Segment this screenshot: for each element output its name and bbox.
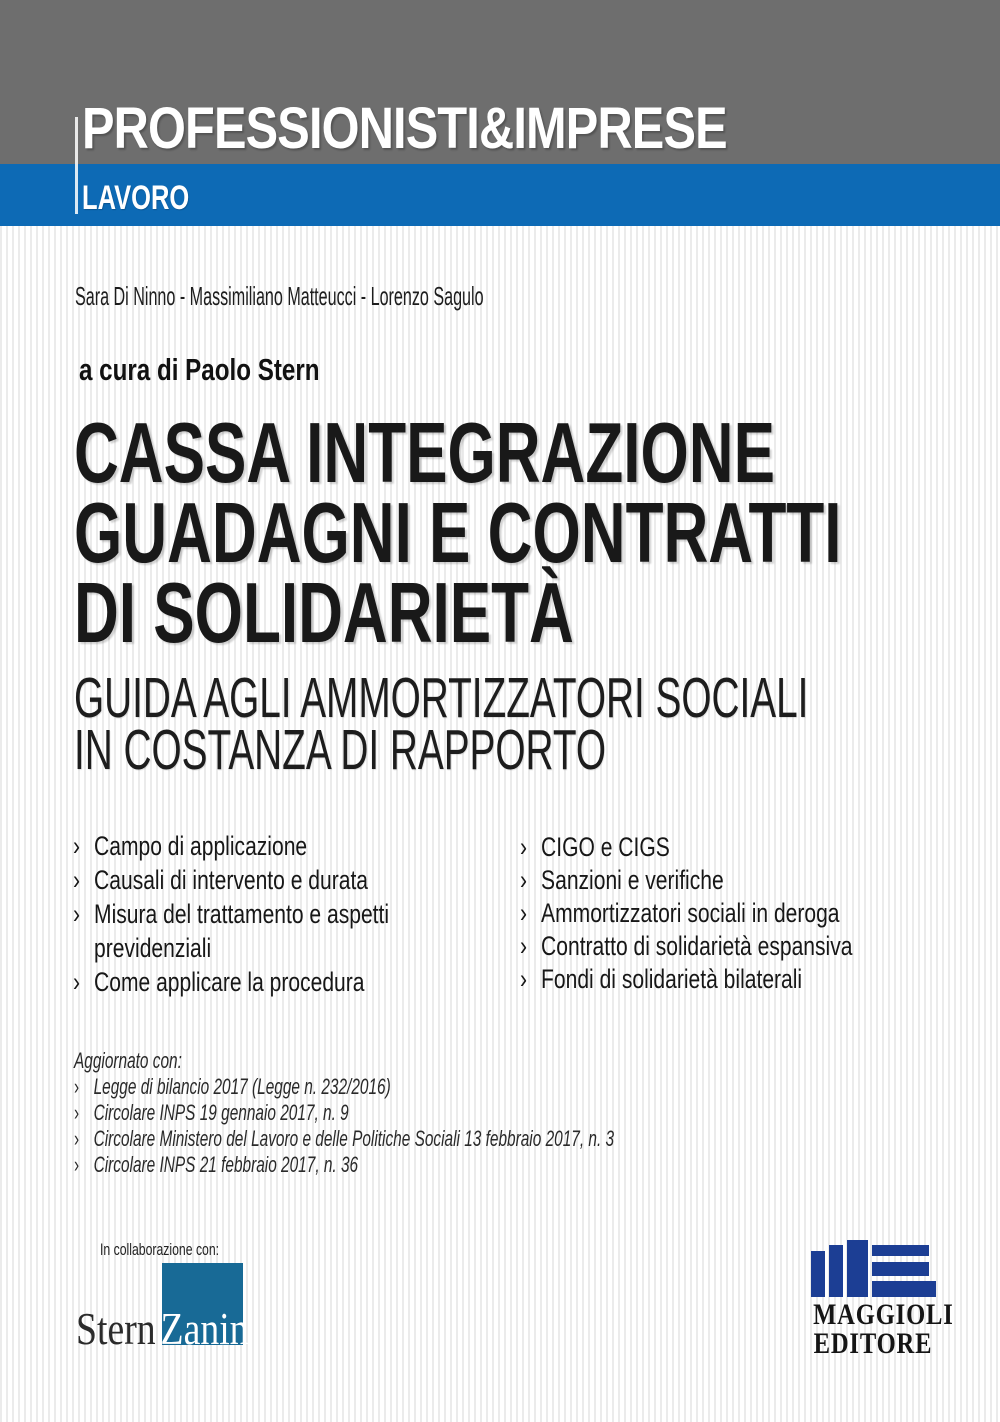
series-title: PROFESSIONISTI&IMPRESE <box>82 96 727 161</box>
list-item-label: Ammortizzatori sociali in deroga <box>541 898 840 928</box>
list-item-label: Contratto di solidarietà espansiva <box>541 931 853 961</box>
mark-vertical-bar-1 <box>811 1251 825 1297</box>
topic-item <box>520 963 926 996</box>
chevron-bullet-icon: › <box>73 899 81 929</box>
chevron-bullet-icon: › <box>74 1152 80 1177</box>
update-item <box>74 1152 676 1178</box>
stern-zanin-logo <box>76 1303 249 1354</box>
chevron-bullet-icon: › <box>73 865 81 895</box>
chevron-bullet-icon: › <box>520 832 528 862</box>
chevron-bullet-icon: › <box>520 865 528 895</box>
updates-section <box>74 1048 934 1178</box>
updates-heading: Aggiornato con: <box>74 1048 182 1073</box>
topic-item <box>73 829 440 863</box>
list-item-label: Sanzioni e verifiche <box>541 865 724 895</box>
topic-item <box>73 965 440 999</box>
masthead-band <box>0 0 1000 164</box>
topic-item <box>520 897 926 930</box>
mark-horizontal-bar-3 <box>872 1281 936 1297</box>
chevron-bullet-icon: › <box>520 964 528 994</box>
topics-list-right <box>520 831 1000 996</box>
topic-item <box>520 930 926 963</box>
updates-list <box>74 1074 934 1178</box>
chevron-bullet-icon: › <box>73 967 81 997</box>
list-item-label: Circolare INPS 19 gennaio 2017, n. 9 <box>93 1100 349 1125</box>
book-title-line: DI SOLIDARIETÀ <box>74 566 574 661</box>
list-item-label: Causali di intervento e durata <box>94 865 369 895</box>
mark-horizontal-bar-2 <box>872 1262 929 1276</box>
publisher-name-line2: EDITORE <box>813 1327 933 1360</box>
list-item-label: Come applicare la procedura <box>94 967 365 997</box>
maggioli-mark-icon <box>811 1240 936 1297</box>
topic-item <box>73 863 440 897</box>
topic-item <box>520 831 926 864</box>
book-title <box>74 406 1000 661</box>
chevron-bullet-icon: › <box>520 898 528 928</box>
vertical-rule <box>75 117 78 214</box>
publisher-name-line1: MAGGIOLI <box>813 1298 954 1331</box>
chevron-bullet-icon: › <box>74 1074 80 1099</box>
book-subtitle-line: GUIDA AGLI AMMORTIZZATORI SOCIALI <box>74 666 809 730</box>
authors-line: Sara Di Ninno - Massimiliano Matteucci - Lorenzo Sagulo <box>75 281 484 311</box>
partner-word-zanin: Zanin <box>160 1303 249 1354</box>
publisher-logo <box>800 1240 954 1360</box>
chevron-bullet-icon: › <box>73 831 81 861</box>
chevron-bullet-icon: › <box>520 931 528 961</box>
list-item-label: Circolare Ministero del Lavoro e delle Politiche Sociali 13 febbraio 2017, n. 3 <box>93 1126 615 1151</box>
chevron-bullet-icon: › <box>74 1126 80 1151</box>
list-item-label: Fondi di solidarietà bilaterali <box>541 964 803 994</box>
curator-line: a cura di Paolo Stern <box>79 352 320 387</box>
collaboration-label: In collaborazione con: <box>100 1240 220 1259</box>
update-item <box>74 1100 676 1126</box>
list-item-label: Legge di bilancio 2017 (Legge n. 232/2016) <box>93 1074 391 1099</box>
update-item <box>74 1126 676 1152</box>
list-item-label: Campo di applicazione <box>94 831 308 861</box>
mark-vertical-bar-3 <box>847 1240 868 1297</box>
topics-list-left <box>73 829 543 999</box>
mark-vertical-bar-2 <box>829 1245 843 1297</box>
topic-item <box>73 897 440 965</box>
category-band <box>0 164 1000 226</box>
book-title-line: GUADAGNI E CONTRATTI <box>74 486 842 581</box>
partner-word-stern: Stern <box>76 1303 156 1354</box>
list-item-label: CIGO e CIGS <box>541 832 670 862</box>
list-item-label: Misura del trattamento e aspetti previdenziali <box>94 899 390 963</box>
chevron-bullet-icon: › <box>74 1100 80 1125</box>
list-item-label: Circolare INPS 21 febbraio 2017, n. 36 <box>93 1152 359 1177</box>
update-item <box>74 1074 676 1100</box>
book-subtitle <box>74 666 1000 782</box>
book-title-line: CASSA INTEGRAZIONE <box>74 406 775 501</box>
topic-item <box>520 864 926 897</box>
book-subtitle-line: IN COSTANZA DI RAPPORTO <box>74 718 606 782</box>
category-label: LAVORO <box>82 179 190 217</box>
mark-horizontal-bar-1 <box>872 1245 929 1256</box>
